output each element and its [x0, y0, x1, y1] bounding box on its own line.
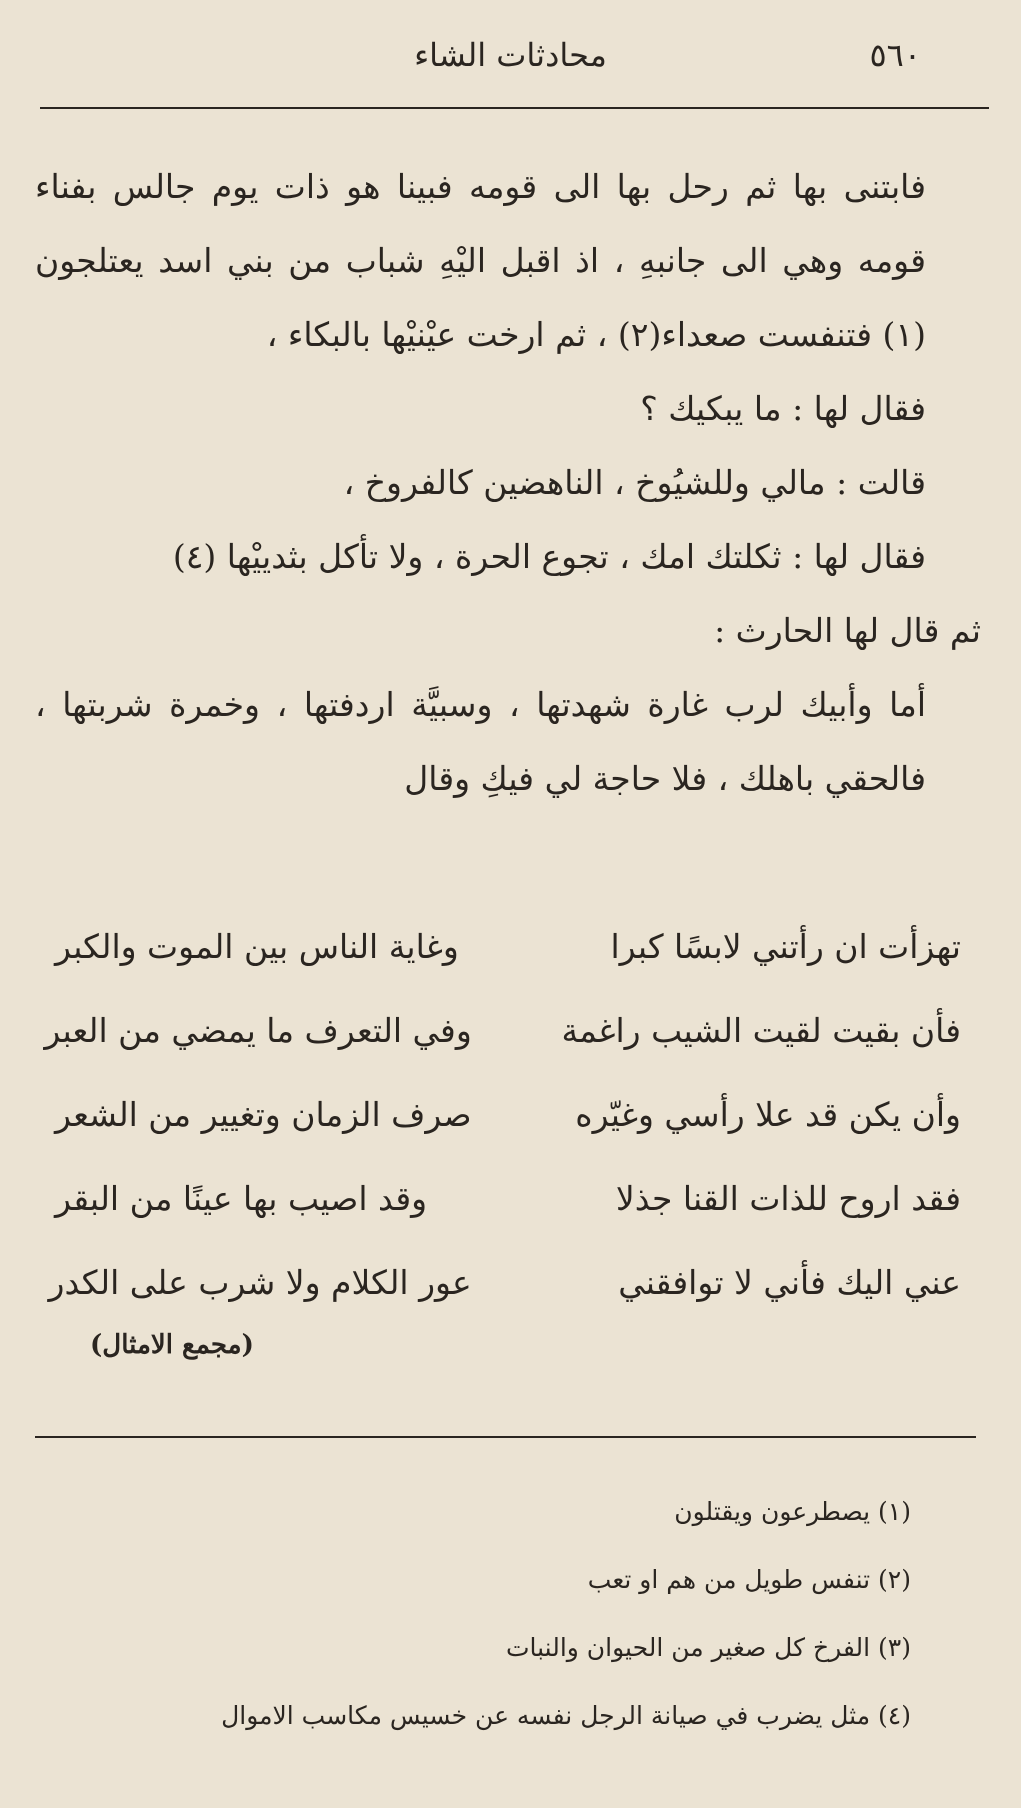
verse-line [55, 905, 961, 989]
verse-second-hemistich: صرف الزمان وتغيير من الشعر [55, 1095, 472, 1134]
header-rule [40, 107, 989, 109]
footnote-rule [35, 1436, 976, 1438]
verse-line [48, 1241, 961, 1325]
paragraph: أما وأبيك لرب غارة شهدتها ، وسبيَّة اردفتها ، وخمرة شربتها ، فالحقي باهلك ، فلا حاجة لي فيكِ وقال [35, 685, 926, 798]
verse-first-hemistich: عني اليك فأني لا توافقني [618, 1263, 961, 1302]
paragraph: فقال لها : ثكلتك امك ، تجوع الحرة ، ولا تأكل بثدييْها (٤) [172, 537, 926, 576]
prose-body [35, 150, 981, 816]
footnote-item: (٤) مثل يضرب في صيانة الرجل نفسه عن خسيس مكاسب الاموال [221, 1701, 911, 1730]
source-citation: (مجمع الامثال) [90, 1330, 254, 1360]
verse-second-hemistich: وفي التعرف ما يمضي من العبر [44, 1011, 472, 1050]
poem [44, 905, 961, 1325]
verse-line [55, 1073, 961, 1157]
footnote-item: (٢) تنفس طويل من هم او تعب [587, 1565, 911, 1594]
footnotes [100, 1478, 911, 1750]
footnote-item: (٣) الفرخ كل صغير من الحيوان والنبات [505, 1633, 911, 1662]
verse-line [55, 1157, 961, 1241]
paragraph: قالت : مالي وللشيُوخ ، الناهضين كالفروخ ، [343, 463, 926, 502]
footnote-item: (١) يصطرعون ويقتلون [674, 1497, 911, 1526]
paragraph: فقال لها : ما يبكيك ؟ [640, 389, 926, 428]
paragraph: ثم قال لها الحارث : [714, 611, 981, 650]
verse-second-hemistich: عور الكلام ولا شرب على الكدر [48, 1263, 472, 1302]
paragraph: فابتنى بها ثم رحل بها الى قومه فبينا هو ذات يوم جالس بفناء قومه وهي الى جانبهِ ، اذ اقبل اليْهِ شباب من بني اسد يعتلجون (١) فتنفست صعداء(٢) ، ثم ارخت عيْنيْها بالبكاء ، [35, 167, 926, 354]
verse-first-hemistich: فأن بقيت لقيت الشيب راغمة [561, 1011, 961, 1050]
verse-first-hemistich: تهزأت ان رأتني لابسًا كبرا [610, 927, 961, 966]
verse-second-hemistich: وغاية الناس بين الموت والكبر [55, 927, 459, 966]
verse-line [44, 989, 961, 1073]
page-header [40, 30, 981, 80]
page-number: ٥٦٠ [869, 36, 921, 74]
verse-second-hemistich: وقد اصيب بها عينًا من البقر [55, 1179, 428, 1218]
running-title: محادثات الشاء [414, 36, 607, 74]
verse-first-hemistich: فقد اروح للذات القنا جذلا [615, 1179, 961, 1218]
verse-first-hemistich: وأن يكن قد علا رأسي وغيّره [575, 1095, 961, 1134]
